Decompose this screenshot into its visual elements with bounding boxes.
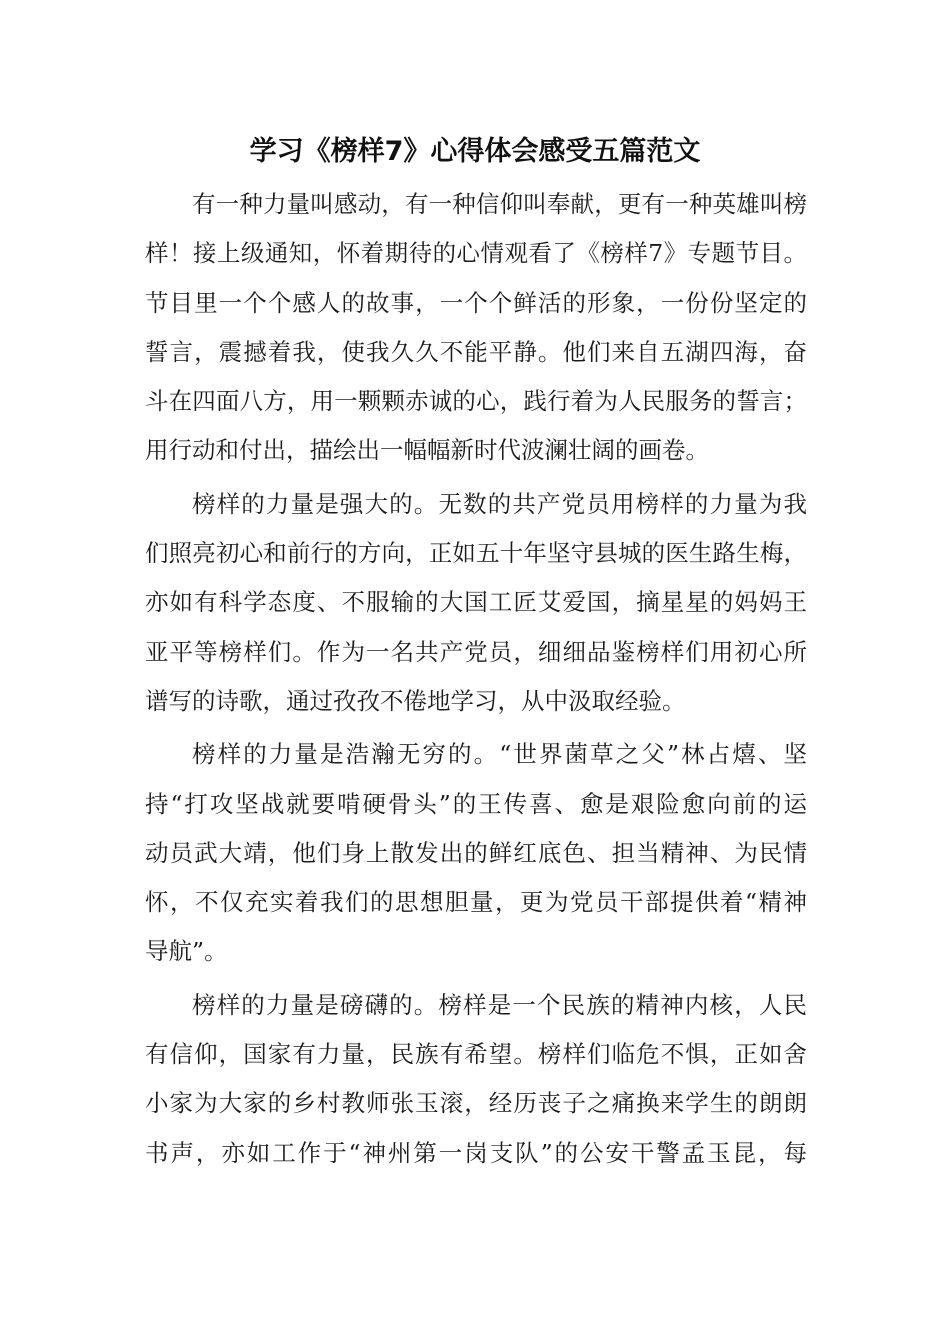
text-line: 样！接上级通知，怀着期待的心情观看了《榜样7》专题节目。 bbox=[145, 239, 807, 268]
text-line: 榜样的力量是浩瀚无穷的。“世界菌草之父”林占熺、坚 bbox=[192, 740, 807, 769]
paragraph bbox=[145, 730, 807, 976]
text-line: 导航”。 bbox=[145, 937, 228, 966]
paragraph bbox=[145, 480, 807, 726]
text-line: 谱写的诗歌，通过孜孜不倦地学习，从中汲取经验。 bbox=[145, 686, 686, 715]
document-title: 学习《榜样7》心得体会感受五篇范文 bbox=[249, 136, 701, 167]
text-line: 动员武大靖，他们身上散发出的鲜红底色、担当精神、为民情 bbox=[145, 838, 807, 867]
text-line: 们照亮初心和前行的方向，正如五十年坚守县城的医生路生梅， bbox=[145, 539, 807, 568]
text-line: 小家为大家的乡村教师张玉滚，经历丧子之痛换来学生的朗朗 bbox=[145, 1089, 807, 1118]
text-line: 有一种力量叫感动，有一种信仰叫奉献，更有一种英雄叫榜 bbox=[192, 190, 807, 218]
text-line: 节目里一个个感人的故事，一个个鲜活的形象，一份份坚定的 bbox=[145, 288, 807, 317]
text-line: 誓言，震撼着我，使我久久不能平静。他们来自五湖四海，奋 bbox=[145, 337, 807, 366]
text-line: 榜样的力量是强大的。无数的共产党员用榜样的力量为我 bbox=[192, 489, 807, 518]
text-line: 用行动和付出，描绘出一幅幅新时代波澜壮阔的画卷。 bbox=[145, 436, 709, 465]
text-line: 榜样的力量是磅礴的。榜样是一个民族的精神内核，人民 bbox=[192, 990, 807, 1019]
text-line: 怀，不仅充实着我们的思想胆量，更为党员干部提供着“精神 bbox=[145, 888, 807, 917]
text-line: 亦如有科学态度、不服输的大国工匠艾爱国，摘星星的妈妈王 bbox=[145, 588, 807, 617]
text-line: 亚平等榜样们。作为一名共产党员，细细品鉴榜样们用初心所 bbox=[145, 637, 807, 666]
text-line: 持“打攻坚战就要啃硬骨头”的王传喜、愈是艰险愈向前的运 bbox=[145, 789, 807, 818]
paragraph bbox=[145, 180, 807, 476]
document-body bbox=[145, 180, 807, 1178]
text-line: 书声，亦如工作于“神州第一岗支队”的公安干警孟玉昆，每 bbox=[145, 1138, 807, 1167]
text-line: 有信仰，国家有力量，民族有希望。榜样们临危不惧，正如舍 bbox=[145, 1040, 807, 1069]
text-line: 斗在四面八方，用一颗颗赤诚的心，践行着为人民服务的誓言； bbox=[145, 387, 807, 416]
paragraph bbox=[145, 981, 807, 1178]
